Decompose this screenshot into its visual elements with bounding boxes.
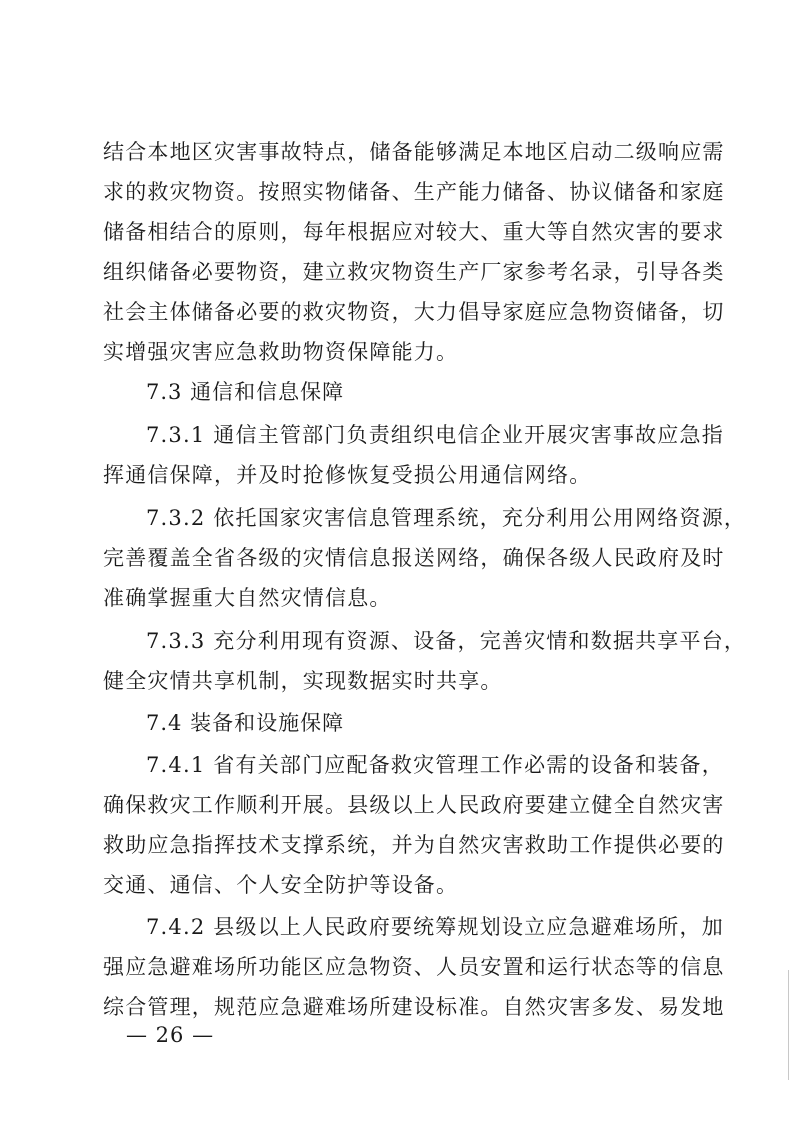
paragraph-line: 准确掌握重大自然灾情信息。 xyxy=(103,586,392,610)
scan-edge-mark xyxy=(788,970,789,1080)
paragraph-line: 综合管理，规范应急避难场所建设标准。自然灾害多发、易发地 xyxy=(103,995,725,1019)
paragraph-line: 结合本地区灾害事故特点，储备能够满足本地区启动二级响应需 xyxy=(103,140,725,164)
paragraph-line: 救助应急指挥技术支撑系统，并为自然灾害救助工作提供必要的 xyxy=(103,833,725,857)
page-number: — 26 — xyxy=(126,1023,215,1047)
paragraph-line: 健全灾情共享机制，实现数据实时共享。 xyxy=(103,669,503,693)
section-heading-7-3: 7.3 通信和信息保障 xyxy=(146,380,345,404)
paragraph-line: 确保救灾工作顺利开展。县级以上人民政府要建立健全自然灾害 xyxy=(103,793,725,817)
paragraph-line: 7.4.1 省有关部门应配备救灾管理工作必需的设备和装备， xyxy=(146,753,724,777)
paragraph-line: 社会主体储备必要的救灾物资，大力倡导家庭应急物资储备，切 xyxy=(103,300,725,324)
paragraph-line: 强应急避难场所功能区应急物资、人员安置和运行状态等的信息 xyxy=(103,955,725,979)
paragraph-line: 求的救灾物资。按照实物储备、生产能力储备、协议储备和家庭 xyxy=(103,180,725,204)
paragraph-line: 实增强灾害应急救助物资保障能力。 xyxy=(103,340,459,364)
paragraph-line: 完善覆盖全省各级的灾情信息报送网络，确保各级人民政府及时 xyxy=(103,546,725,570)
paragraph-line: 组织储备必要物资，建立救灾物资生产厂家参考名录，引导各类 xyxy=(103,260,725,284)
paragraph-line: 储备相结合的原则，每年根据应对较大、重大等自然灾害的要求 xyxy=(103,220,725,244)
paragraph-line: 7.3.1 通信主管部门负责组织电信企业开展灾害事故应急指 xyxy=(146,423,724,447)
paragraph-line: 7.3.2 依托国家灾害信息管理系统，充分利用公用网络资源， xyxy=(146,506,747,530)
paragraph-line: 7.3.3 充分利用现有资源、设备，完善灾情和数据共享平台， xyxy=(146,629,747,653)
paragraph-line: 交通、通信、个人安全防护等设备。 xyxy=(103,873,459,897)
paragraph-line: 挥通信保障，并及时抢修恢复受损公用通信网络。 xyxy=(103,463,592,487)
section-heading-7-4: 7.4 装备和设施保障 xyxy=(146,711,345,735)
paragraph-line: 7.4.2 县级以上人民政府要统筹规划设立应急避难场所，加 xyxy=(146,915,724,939)
